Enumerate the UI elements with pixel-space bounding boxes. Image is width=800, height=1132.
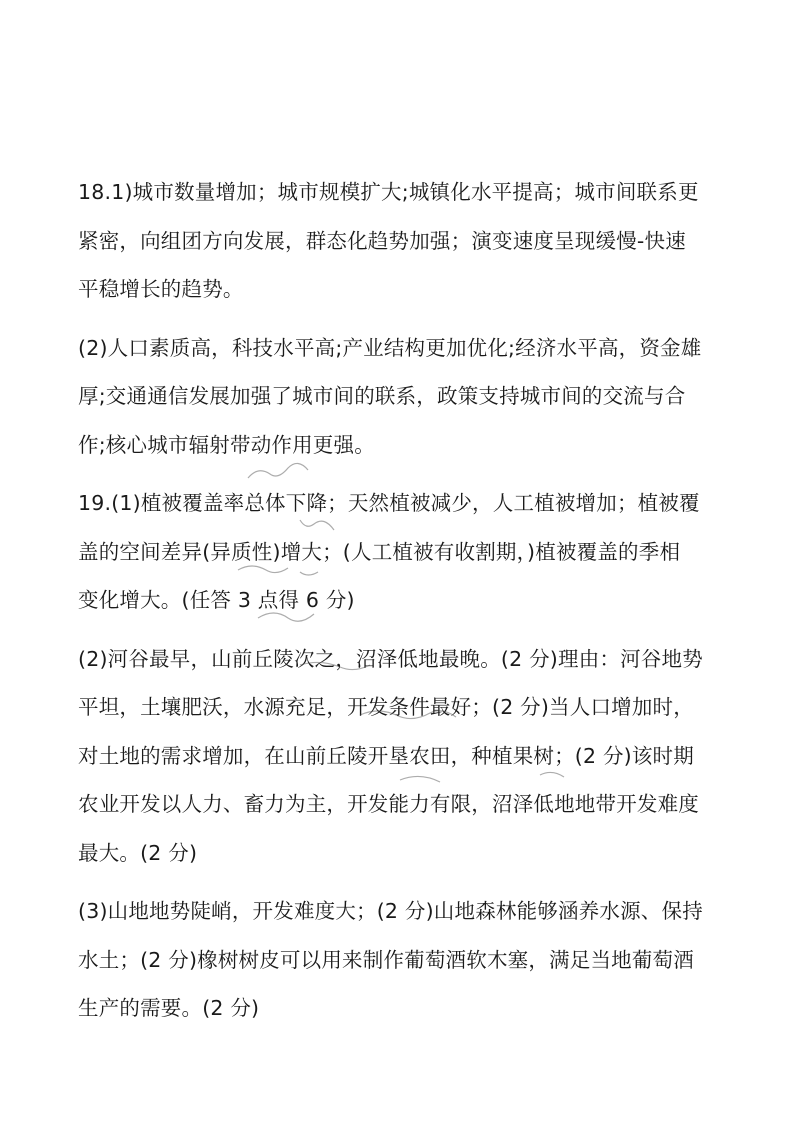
text-line: 变化增大。(任答 3 点得 6 分) (78, 588, 355, 612)
text-line: 紧密，向组团方向发展，群态化趋势加强；演变速度呈现缓慢-快速 (78, 228, 686, 253)
text-line: (3)山地地势陡峭，开发难度大；(2 分)山地森林能够涵养水源、保持 (78, 899, 703, 923)
answer-document (78, 168, 728, 1043)
text-line: 18.1)城市数量增加；城市规模扩大;城镇化水平提高；城市间联系更 (78, 180, 699, 204)
text-line: 平稳增长的趋势。 (78, 277, 244, 301)
q18-part1-paragraph (78, 168, 728, 314)
text-line: 平坦，土壤肥沃，水源充足，开发条件最好；(2 分)当人口增加时， (78, 695, 694, 719)
text-line: 盖的空间差异(异质性)增大；(人工植被有收割期，)植被覆盖的季相 (78, 539, 681, 564)
q19-part2-paragraph (78, 635, 728, 878)
q19-part3-paragraph (78, 887, 728, 1033)
text-line: 厚;交通通信发展加强了城市间的联系，政策支持城市间的交流与合 (78, 384, 686, 408)
text-line: 作;核心城市辐射带动作用更强。 (78, 432, 375, 457)
text-line: (2)人口素质高，科技水平高;产业结构更加优化;经济水平高，资金雄 (78, 335, 702, 360)
q18-part2-paragraph (78, 324, 728, 470)
text-line: (2)河谷最早，山前丘陵次之，沼泽低地最晚。(2 分)理由：河谷地势 (78, 646, 703, 671)
text-line: 对土地的需求增加，在山前丘陵开垦农田，种植果树；(2 分)该时期 (78, 743, 694, 768)
text-line: 19.(1)植被覆盖率总体下降；天然植被减少，人工植被增加；植被覆 (78, 491, 700, 515)
q19-part1-paragraph (78, 479, 728, 625)
text-line: 生产的需要。(2 分) (78, 996, 260, 1020)
text-line: 农业开发以人力、畜力为主，开发能力有限，沼泽低地地带开发难度 (78, 792, 699, 816)
text-line: 最大。(2 分) (78, 840, 198, 865)
text-line: 水土；(2 分)橡树树皮可以用来制作葡萄酒软木塞，满足当地葡萄酒 (78, 947, 694, 972)
